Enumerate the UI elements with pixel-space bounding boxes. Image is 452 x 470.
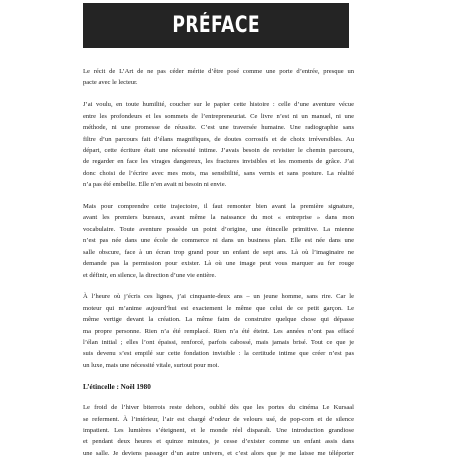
text-line: impatient. Les lumières s’éteignent, et le monde réel disparaît. Une introduction grandiose	[83, 426, 354, 434]
section-heading: L’étincelle : Noël 1980	[83, 382, 151, 391]
text-line: l’élan initial ; elles l’ont épaissi, renforcé, parfois cabossé, mais jamais brisé. Tout ce que je	[83, 339, 354, 347]
page-title: PRÉFACE	[172, 13, 260, 38]
text-line: suis devenu s’est empilé sur cette fondation invisible : la certitude intime que créer n’est pas	[83, 350, 354, 358]
text-line: même vertige devant la création. La même faim de construire quelque chose qui dépasse	[83, 316, 354, 324]
text-line: méthode, ni une promesse de réussite. C’est une traversée humaine. Une radiographie sans	[83, 124, 354, 132]
paragraph-present	[83, 291, 354, 371]
text-line: donc choisi de l’écrire avec mes mots, ma sensibilité, sans vernis et sans posture. La réalité	[83, 169, 354, 177]
text-line: Mais pour comprendre cette trajectoire, il faut remonter bien avant la première signature,	[83, 203, 354, 211]
text-line: Le récit de L’Art de ne pas céder mérite d’être posé comme une porte d’entrée, presque un	[83, 68, 354, 75]
paragraph-origin	[83, 201, 354, 281]
paragraph-intro	[83, 66, 354, 89]
text-line: et pendant deux heures et quinze minutes, je cesse d’exister comme un enfant assis dans	[83, 438, 354, 446]
text-line: de regarder en face les virages dangereux, les fractures invisibles et les moments de grâce. J’ai	[83, 158, 354, 166]
document-body	[83, 66, 354, 470]
text-line: n’est pas née dans une école de commerce ni dans un business plan. Elle est née dans une	[83, 237, 354, 245]
text-line: filtre d’un parcours fait d’élans magnifiques, de doutes corrosifs et de choix irréversibles. Au	[83, 135, 354, 143]
text-line: salle obscure, face à un écran trop grand pour un enfant de sept ans. Là où l’imaginaire ne	[83, 248, 354, 256]
text-line: entre les profondeurs et les sommets de l’entrepreneuriat. Ce livre n’est ni un manuel, ni une	[83, 112, 354, 120]
paragraph-humility	[83, 99, 354, 190]
text-line: demande pas la permission pour exister. Là où une image peut vous marquer au fer rouge	[83, 260, 354, 268]
text-line: J’ai voulu, en toute humilité, coucher sur le papier cette histoire : celle d’une aventure vécue	[83, 101, 354, 109]
text-line: À l’heure où j’écris ces lignes, j’ai cinquante-deux ans – un jeune homme, sans rire. Car le	[83, 293, 354, 301]
preface-banner	[83, 3, 349, 48]
text-line: vocabulaire. Toute aventure possède un point d’origine, une étincelle primitive. La mienne	[83, 225, 354, 233]
text-line: une salle. Je deviens passager d’un autre univers, et c’est alors que je me laisse me téléporter	[83, 449, 354, 457]
text-line: moteur qui m’anime aujourd’hui est exactement le même que celui de ce petit garçon. Le	[83, 304, 354, 312]
text-line: un luxe, mais une nécessité vitale, surtout pour moi.	[83, 361, 220, 369]
text-line: ma propre personne. Rien n’a été remplacé. Rien n’a été éteint. Les années n’ont pas effacé	[83, 327, 354, 335]
text-line: départ, cette écriture était une nécessité intime. J’avais besoin de revisiter le chemin parcouru,	[83, 146, 354, 154]
text-line: avant les premiers bureaux, avant même la naissance du mot « entreprise » dans mon	[83, 214, 354, 222]
text-line: se referment. À l’intérieur, l’air est chargé d’odeur de velours usé, de pop-corn et de silence	[83, 415, 354, 423]
text-line: Le froid de l’hiver biterrois reste dehors, oublié dès que les portes du cinéma Le Kursaal	[83, 404, 354, 412]
text-line: pacte avec le lecteur.	[83, 79, 138, 87]
text-line: et définir, en silence, la direction d’une vie entière.	[83, 271, 216, 279]
text-line: n’a pas été embellie. Elle n’en avait ni besoin ni envie.	[83, 181, 227, 189]
paragraph-kursaal	[83, 402, 354, 459]
